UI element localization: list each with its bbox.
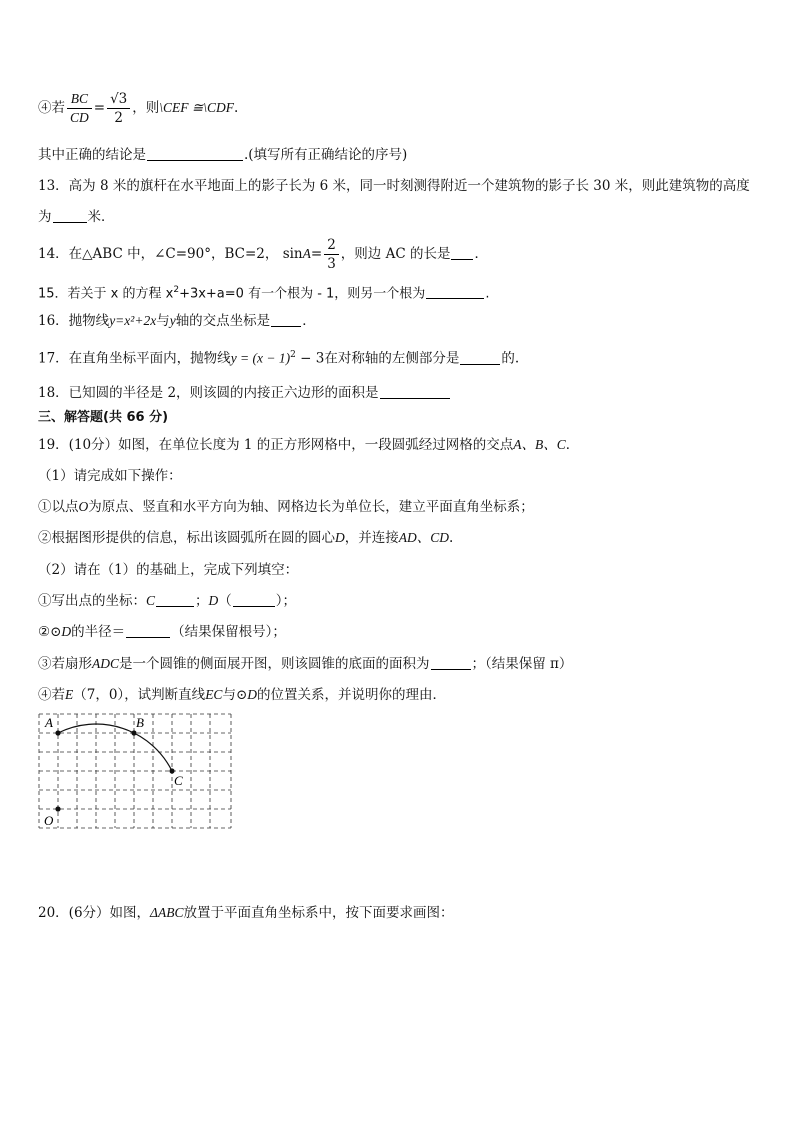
- answer-blank[interactable]: [147, 146, 243, 161]
- q15: 15．若关于 x 的方程 $x^2+3x+a=0$ 有一个根为 - 1，则另一个根为 .: [38, 285, 490, 302]
- q19-part1: （1）请完成如下操作：: [38, 468, 182, 484]
- q12-item4: ④若 $\frac{BC}{CD}$ = $\frac{√3}{2}$ ，则\CEF ≅\CDF.: [38, 91, 239, 126]
- fraction-sqrt3-2: $\frac{√3}{2}$: [107, 91, 130, 126]
- point-a: [55, 730, 60, 735]
- answer-blank[interactable]: [53, 208, 87, 223]
- q19-fill4: ④若E（7，0），试判断直线EC与⊙D的位置关系，并说明你的理由．: [38, 687, 447, 703]
- answer-blank[interactable]: [126, 623, 170, 638]
- q19-fill3: ③若扇形ADC是一个圆锥的侧面展开图，则该圆锥的底面的面积为 ；（结果保留 π）: [38, 656, 573, 672]
- q19-part2: （2）请在（1）的基础上，完成下列填空：: [38, 562, 299, 578]
- answer-blank[interactable]: [271, 312, 301, 327]
- point-b: [131, 730, 136, 735]
- answer-blank[interactable]: [426, 284, 484, 299]
- q16: 16．抛物线y=x²+2x与y轴的交点坐标是 ．: [38, 313, 316, 329]
- label-b: B: [136, 715, 144, 730]
- fraction-2-3: $\frac{2}{3}$: [324, 237, 339, 272]
- q18: 18．已知圆的半径是 2，则该圆的内接正六边形的面积是: [38, 384, 451, 402]
- q13-line1: 13．高为 8 米的旗杆在水平地面上的影子长为 6 米，同一时刻测得附近一个建筑物的影子长 30 米，则此建筑物的高度: [38, 178, 750, 194]
- q12-item4-prefix: ④若: [38, 100, 65, 116]
- parabola-expression: y=x²+2x: [109, 313, 157, 328]
- grid-figure: [38, 708, 238, 834]
- label-o: O: [44, 813, 54, 828]
- label-c: C: [174, 773, 183, 788]
- answer-blank[interactable]: [451, 245, 473, 260]
- answer-blank[interactable]: [431, 655, 471, 670]
- answer-blank[interactable]: [380, 384, 450, 399]
- section-title: 三、解答题(共 66 分): [38, 410, 169, 425]
- q19-intro: 19．(10分）如图，在单位长度为 1 的正方形网格中，一段圆弧经过网格的交点A、B、C．: [38, 437, 580, 453]
- q20: 20．(6分）如图，ΔABC放置于平面直角坐标系中，按下面要求画图：: [38, 905, 454, 921]
- q14: 14．在△ABC 中，∠C=90°，BC=2， sinA= $\frac{2}{3}$ ，则边 AC 的长是 ．: [38, 237, 488, 272]
- q17: 17．在直角坐标平面内，抛物线$y = (x - 1)^2 - 3$在对称轴的左侧部分是 的.: [38, 350, 520, 367]
- answer-blank[interactable]: [156, 592, 194, 607]
- answer-blank[interactable]: [460, 350, 500, 365]
- q19-step2: ②根据图形提供的信息，标出该圆弧所在圆的圆心D，并连接AD、CD.: [38, 530, 454, 546]
- point-o: [55, 806, 60, 811]
- parabola-expression: y = (x − 1): [230, 350, 291, 366]
- q19-fill2: ②⊙D的半径＝ （结果保留根号）；: [38, 624, 286, 640]
- congruence-statement: \CEF ≅\CDF: [159, 100, 234, 115]
- answer-blank[interactable]: [233, 592, 275, 607]
- q13-line2: 为 米．: [38, 209, 115, 225]
- q12-footer: 其中正确的结论是 .(填写所有正确结论的序号): [38, 147, 408, 163]
- label-a: A: [45, 715, 53, 730]
- q19-fill1: ①写出点的坐标：C ；D（ ）；: [38, 593, 297, 609]
- fraction-bc-cd: $\frac{BC}{CD}$: [67, 91, 92, 126]
- q19-step1: ①以点O为原点、竖直和水平方向为轴、网格边长为单位长，建立平面直角坐标系；: [38, 499, 534, 515]
